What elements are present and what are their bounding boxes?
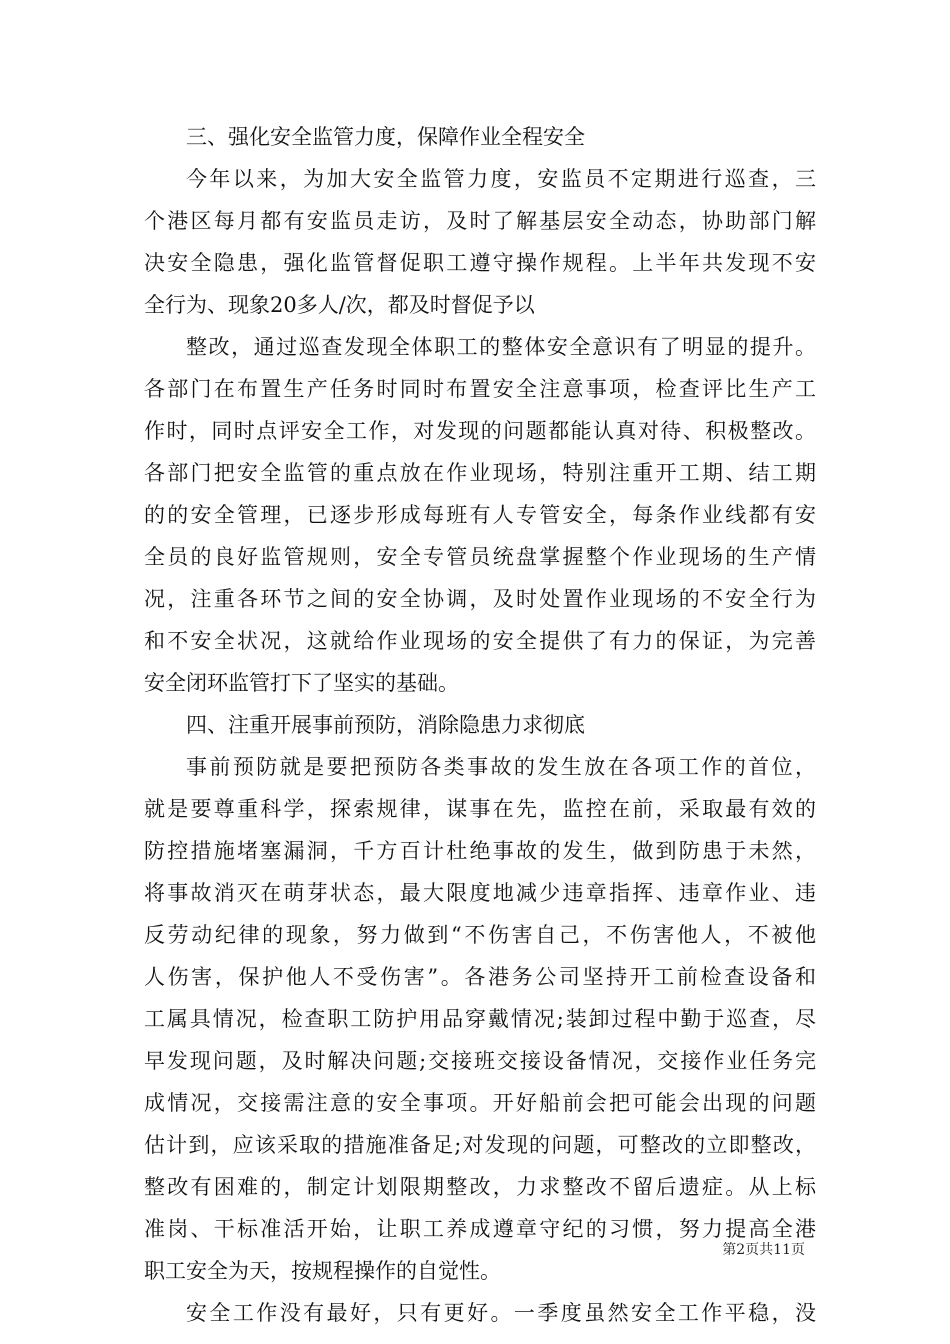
- paragraph-line: 整改，通过巡查发现全体职工的整体安全意识有了明显的提升。: [186, 335, 816, 359]
- paragraph-line: 准岗、干标准活开始，让职工养成遵章守纪的习惯，努力提高全港: [144, 1217, 816, 1241]
- paragraph-line: 整改有困难的，制定计划限期整改，力求整改不留后遗症。从上标: [144, 1175, 816, 1199]
- paragraph-line: 安全闭环监管打下了坚实的基础。: [144, 671, 459, 695]
- paragraph-line: 将事故消灭在萌芽状态，最大限度地减少违章指挥、违章作业、违: [144, 881, 816, 905]
- paragraph-line: 人伤害，保护他人不受伤害”。各港务公司坚持开工前检查设备和: [144, 965, 816, 989]
- paragraph-line: 个港区每月都有安监员走访，及时了解基层安全动态，协助部门解: [144, 209, 816, 233]
- paragraph-line: 估计到，应该采取的措施准备足;对发现的问题，可整改的立即整改，: [144, 1133, 816, 1157]
- paragraph-line: 工属具情况，检查职工防护用品穿戴情况;装卸过程中勤于巡查，尽: [144, 1007, 816, 1031]
- paragraph-line: 各部门把安全监管的重点放在作业现场，特别注重开工期、结工期: [144, 461, 816, 485]
- paragraph-line: 今年以来，为加大安全监管力度，安监员不定期进行巡查，三: [186, 167, 816, 191]
- paragraph-line: 就是要尊重科学，探索规律，谋事在先，监控在前，采取最有效的: [144, 797, 816, 821]
- paragraph-line: 况，注重各环节之间的安全协调，及时处置作业现场的不安全行为: [144, 587, 816, 611]
- paragraph-line: 决安全隐患，强化监管督促职工遵守操作规程。上半年共发现不安: [144, 251, 816, 275]
- page-number-footer: 第2页共11页: [722, 1242, 805, 1258]
- paragraph-line: 成情况，交接需注意的安全事项。开好船前会把可能会出现的问题: [144, 1091, 816, 1115]
- paragraph-line: 各部门在布置生产任务时同时布置安全注意事项，检查评比生产工: [144, 377, 816, 401]
- paragraph-line: 全行为、现象20多人/次，都及时督促予以: [144, 293, 535, 317]
- paragraph-line: 安全工作没有最好，只有更好。一季度虽然安全工作平稳，没: [186, 1301, 816, 1325]
- paragraph-line: 反劳动纪律的现象，努力做到“不伤害自己，不伤害他人，不被他: [144, 923, 816, 947]
- section-heading-4: 四、注重开展事前预防，消除隐患力求彻底: [186, 713, 585, 737]
- paragraph-line: 的的安全管理，已逐步形成每班有人专管安全，每条作业线都有安: [144, 503, 816, 527]
- paragraph-line: 和不安全状况，这就给作业现场的安全提供了有力的保证，为完善: [144, 629, 816, 653]
- paragraph-line: 全员的良好监管规则，安全专管员统盘掌握整个作业现场的生产情: [144, 545, 816, 569]
- paragraph-line: 早发现问题，及时解决问题;交接班交接设备情况，交接作业任务完: [144, 1049, 816, 1073]
- paragraph-line: 防控措施堵塞漏洞，千方百计杜绝事故的发生，做到防患于未然，: [144, 839, 816, 863]
- paragraph-line: 作时，同时点评安全工作，对发现的问题都能认真对待、积极整改。: [144, 419, 816, 443]
- section-heading-3: 三、强化安全监管力度，保障作业全程安全: [186, 125, 585, 149]
- document-body: [144, 116, 816, 1334]
- paragraph-line: 职工安全为天，按规程操作的自觉性。: [144, 1259, 501, 1283]
- paragraph-line: 事前预防就是要把预防各类事故的发生放在各项工作的首位，: [186, 755, 816, 779]
